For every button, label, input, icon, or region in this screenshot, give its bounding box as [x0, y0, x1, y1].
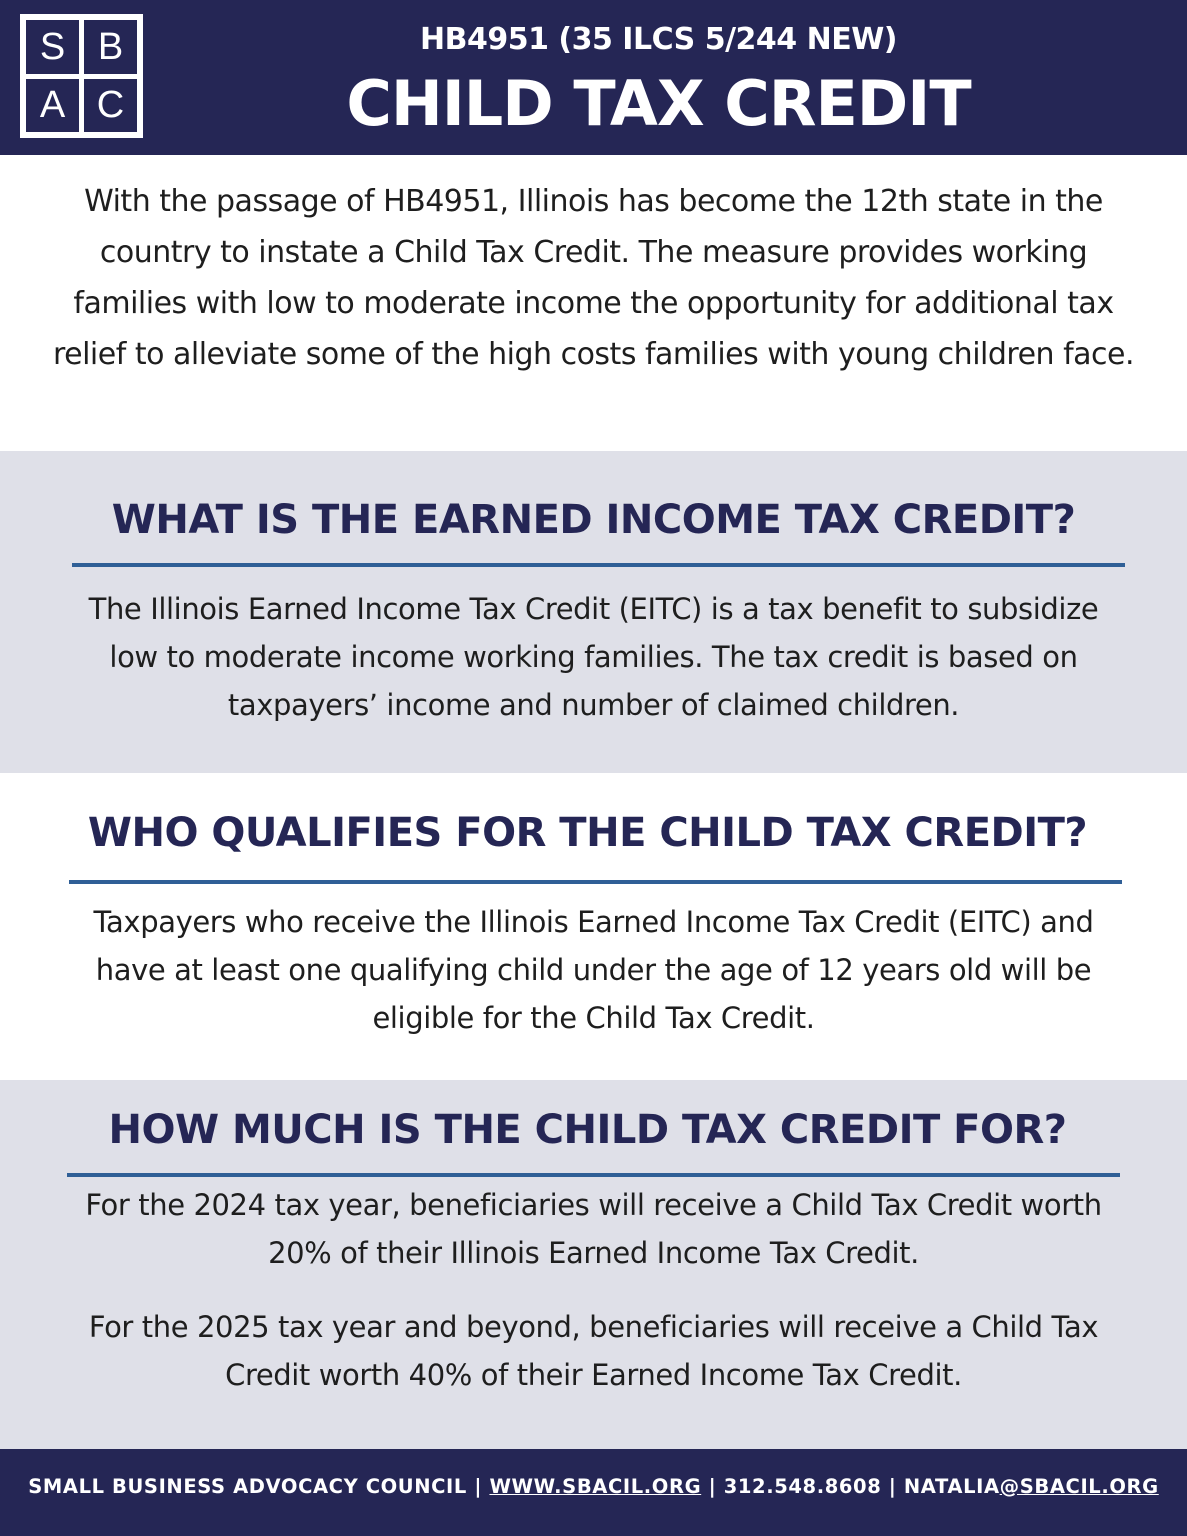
section-heading-eitc: WHAT IS THE EARNED INCOME TAX CREDIT? [111, 497, 1076, 543]
section-heading-amount: HOW MUCH IS THE CHILD TAX CREDIT FOR? [108, 1107, 1067, 1153]
section-eitc [0, 451, 1187, 773]
section-amount [0, 1080, 1187, 1449]
intro-paragraph: With the passage of HB4951, Illinois has become the 12th state in the country to instate a Child Tax Credit. The measure provides working families with low to moderate income the opportunity for additional tax relief to alleviate some of the high costs families with young children face. [52, 184, 1135, 372]
section-body-amount-2024: For the 2024 tax year, beneficiaries will receive a Child Tax Credit worth 20% of their Illinois Earned Income Tax Credit. [85, 1188, 1102, 1270]
section-body-qualifies: Taxpayers who receive the Illinois Earned Income Tax Credit (EITC) and have at least one qualifying child under the age of 12 years old will be eligible for the Child Tax Credit. [93, 905, 1094, 1035]
footer-organization: SMALL BUSINESS ADVOCACY COUNCIL [28, 1475, 467, 1498]
section-body-eitc: The Illinois Earned Income Tax Credit (EITC) is a tax benefit to subsidize low to moderate income working families. The tax credit is based on taxpayers’ income and number of claimed children. [88, 592, 1099, 722]
page-title: CHILD TAX CREDIT [346, 67, 971, 140]
bill-reference: HB4951 (35 ILCS 5/244 NEW) [419, 22, 898, 57]
logo-letter-a: A [26, 79, 79, 133]
footer-separator: | [881, 1475, 904, 1498]
section-divider [69, 880, 1122, 884]
section-heading-qualifies: WHO QUALIFIES FOR THE CHILD TAX CREDIT? [87, 810, 1088, 856]
section-divider [72, 563, 1125, 567]
footer-phone: 312.548.8608 [723, 1475, 882, 1498]
footer-contact-line [0, 1473, 1187, 1501]
logo-letter-s: S [26, 20, 79, 74]
logo-letter-b: B [84, 20, 137, 74]
footer-separator: | [466, 1475, 490, 1498]
section-body-amount-2025: For the 2025 tax year and beyond, beneficiaries will receive a Child Tax Credit worth 40% of their Earned Income Tax Credit. [88, 1310, 1099, 1392]
section-divider [67, 1173, 1120, 1177]
section-qualifies [0, 773, 1187, 1080]
sbac-logo [20, 14, 143, 138]
logo-grid [26, 20, 137, 132]
footer-separator: | [701, 1475, 724, 1498]
footer-email-prefix: NATALIA [903, 1475, 1000, 1498]
logo-letter-c: C [84, 79, 137, 133]
footer-website-link[interactable]: WWW.SBACIL.ORG [489, 1475, 702, 1498]
footer-email-link[interactable]: @SBACIL.ORG [999, 1475, 1159, 1498]
header-banner [0, 0, 1187, 155]
footer-bar [0, 1449, 1187, 1536]
